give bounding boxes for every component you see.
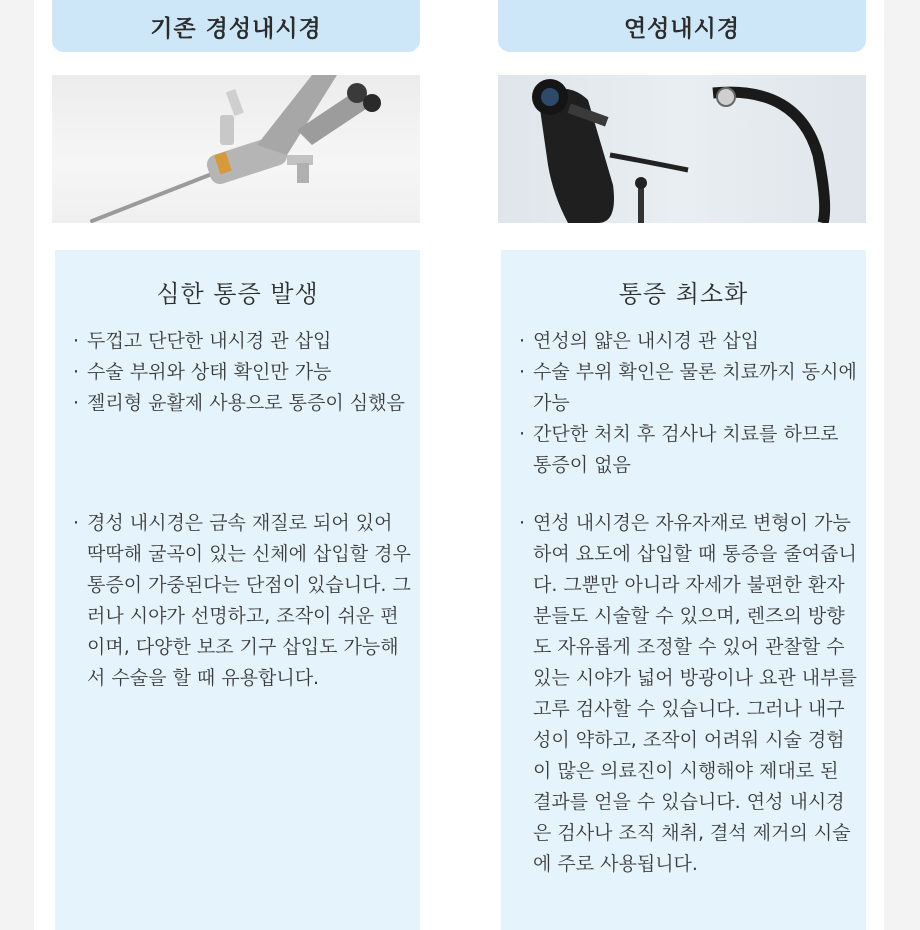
rigid-endoscope-panel-title: 심한 통증 발생 [156,280,319,308]
flexible-endoscope-column [498,0,866,875]
list-item: · 연성의 얇은 내시경 관 삽입 [519,326,859,357]
rigid-endoscope-image [52,75,420,223]
description-text: · 연성 내시경은 자유자재로 변형이 가능하여 요도에 삽입할 때 통증을 줄여줍니다. 그뿐만 아니라 자세가 불편한 환자분들도 시술할 수 있으며, 렌즈의 방향도 자유롭게 조정할 수 있어 관찰할 수 있는 시야가 넓어 방광이나 요관 내부를 고루 검사할 수 있습니다. 그러나 내구성이 약하고, 조작이 어려워 시술 경험이 많은 의료진이 시행해야 제대로 된 결과를 얻을 수 있습니다. 연성 내시경은 검사나 조직 채취, 결석 제거의 시술에 주로 사용됩니다. [519,508,859,880]
list-item: · 수술 부위와 상태 확인만 가능 [73,357,413,388]
flexible-endoscope-description [519,508,859,880]
flexible-endoscope-bullets [519,326,859,481]
rigid-endoscope-panel [55,250,420,930]
flexible-endoscope-panel [501,250,866,930]
flexible-endoscope-panel-title: 통증 최소화 [618,280,749,308]
list-item: · 젤리형 윤활제 사용으로 통증이 심했음 [73,388,413,419]
flexible-endoscope-image [498,75,866,223]
list-item: · 두껍고 단단한 내시경 관 삽입 [73,326,413,357]
rigid-endoscope-description [73,508,413,694]
rigid-endoscope-bullets [73,326,413,419]
list-item: · 간단한 처치 후 검사나 치료를 하므로 통증이 없음 [519,419,859,481]
flexible-endoscope-header: 연성내시경 [498,0,866,52]
rigid-endoscope-column [52,0,420,689]
list-item: · 수술 부위 확인은 물론 치료까지 동시에 가능 [519,357,859,419]
description-text: · 경성 내시경은 금속 재질로 되어 있어 딱딱해 굴곡이 있는 신체에 삽입할 경우 통증이 가중된다는 단점이 있습니다. 그러나 시야가 선명하고, 조작이 쉬운 편이며, 다양한 보조 기구 삽입도 가능해서 수술을 할 때 유용합니다. [73,508,413,694]
rigid-endoscope-header: 기존 경성내시경 [52,0,420,52]
comparison-page [34,0,884,930]
